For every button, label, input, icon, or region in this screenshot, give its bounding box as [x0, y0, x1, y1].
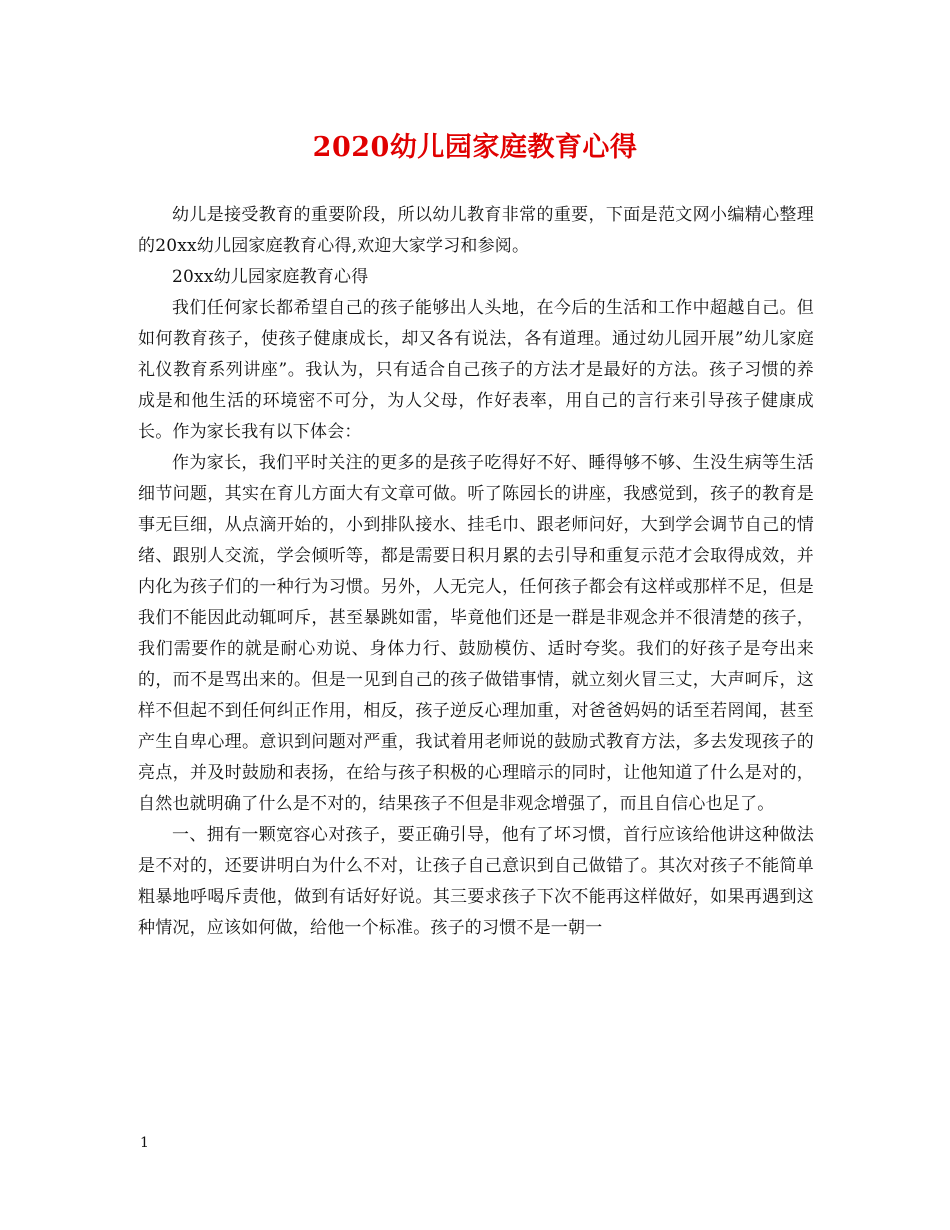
paragraph-subtitle: 20xx幼儿园家庭教育心得 — [172, 267, 369, 287]
paragraph-intro: 幼儿是接受教育的重要阶段，所以幼儿教育非常的重要，下面是范文网小编精心整理的20xx幼儿园家庭教育心得,欢迎大家学习和参阅。 — [138, 205, 814, 256]
page-number: 1 — [140, 1135, 149, 1151]
document-title: 2020幼儿园家庭教育心得 — [312, 132, 638, 163]
paragraph-daily-details: 作为家长，我们平时关注的更多的是孩子吃得好不好、睡得够不够、生没生病等生活细节问题，其实在育儿方面大有文章可做。听了陈园长的讲座，我感觉到，孩子的教育是事无巨细，从点滴开始的，小到排队接水、挂毛巾、跟老师问好，大到学会调节自己的情绪、跟别人交流，学会倾听等，都是需要日积月累的去引导和重复示范才会取得成效，并内化为孩子们的一种行为习惯。另外，人无完人，任何孩子都会有这样或那样不足，但是我们不能因此动辄呵斥，甚至暴跳如雷，毕竟他们还是一群是非观念并不很清楚的孩子，我们需要作的就是耐心劝说、身体力行、鼓励模仿、适时夸奖。我们的好孩子是夸出来的，而不是骂出来的。但是一见到自己的孩子做错事情，就立刻火冒三丈，大声呵斥，这样不但起不到任何纠正作用，相反，孩子逆反心理加重，对爸爸妈妈的话至若罔闻，甚至产生自卑心理。意识到问题对严重，我试着用老师说的鼓励式教育方法，多去发现孩子的亮点，并及时鼓励和表扬，在给与孩子积极的心理暗示的同时，让他知道了什么是对的，自然也就明确了什么是不对的，结果孩子不但是非观念增强了，而且自信心也足了。 — [138, 453, 814, 814]
document-body — [138, 200, 814, 944]
paragraph-parents-hope: 我们任何家长都希望自己的孩子能够出人头地，在今后的生活和工作中超越自己。但如何教育孩子，使孩子健康成长，却又各有说法，各有道理。通过幼儿园开展”幼儿家庭礼仪教育系列讲座”。我认为，只有适合自己孩子的方法才是最好的方法。孩子习惯的养成是和他生活的环境密不可分，为人父母，作好表率，用自己的言行来引导孩子健康成长。作为家长我有以下体会： — [138, 298, 814, 442]
paragraph-tolerance: 一、拥有一颗宽容心对孩子，要正确引导，他有了坏习惯，首行应该给他讲这种做法是不对的，还要讲明白为什么不对，让孩子自己意识到自己做错了。其次对孩子不能简单粗暴地呼喝斥责他，做到有话好好说。其三要求孩子下次不能再这样做好，如果再遇到这种情况，应该如何做，给他一个标准。孩子的习惯不是一朝一 — [138, 825, 814, 938]
